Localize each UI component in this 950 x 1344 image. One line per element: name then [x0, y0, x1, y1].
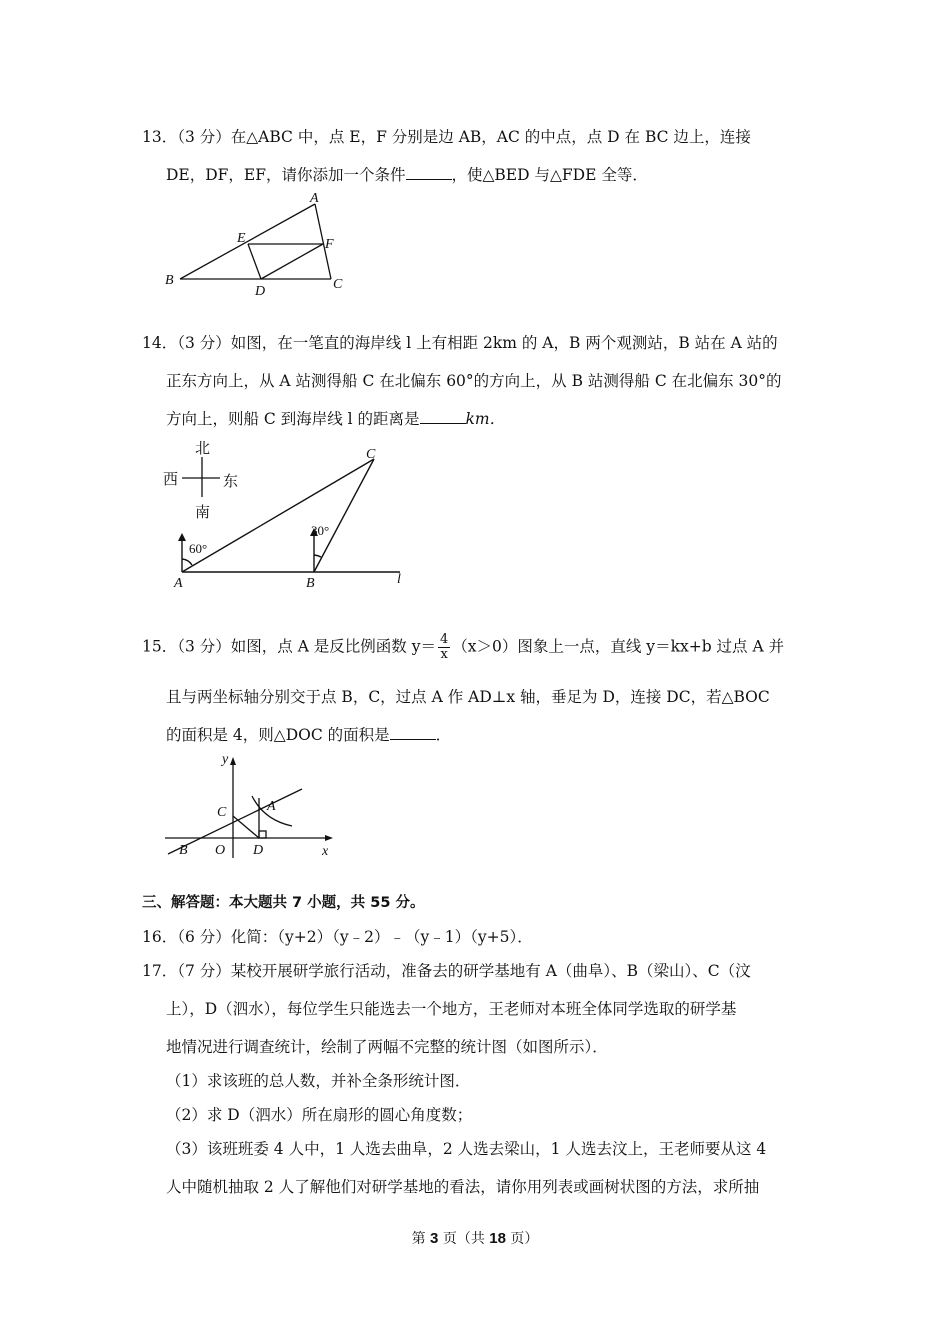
q15-line3: [166, 725, 451, 745]
footer-page-number: 3: [430, 1230, 439, 1247]
compass: [182, 457, 220, 497]
q15-right-angle-mark: [259, 831, 266, 838]
footer-mid: 页（共: [438, 1231, 490, 1247]
q15-label-B: B: [179, 843, 188, 858]
q17-line1: 17．（7 分）某校开展研学旅行活动，准备去的研学基地有 A（曲阜）、B（梁山）、C（汶: [142, 962, 751, 980]
q15-label-C: C: [217, 805, 227, 820]
q15-label-y: y: [222, 752, 229, 767]
q13-segment-FD: [261, 244, 323, 279]
q13-answer-blank: [406, 165, 452, 180]
q15-label-D: D: [253, 843, 264, 858]
q15-segment-CD: [233, 816, 259, 838]
q14-angle-arc-A: [182, 559, 192, 565]
q15-y-arrow: [230, 757, 236, 765]
q17-sub3a: （3）该班班委 4 人中，1 人选去曲阜，2 人选去梁山，1 人选去汶上，王老师要从这 4: [166, 1140, 767, 1158]
q15-label-O: O: [215, 843, 226, 858]
q15-coordinate-figure: [160, 750, 350, 865]
q13-line2-end: ，使△BED 与△FDE 全等．: [451, 166, 648, 184]
q13-segment-BA: [180, 204, 315, 279]
footer-pre: 第: [411, 1231, 431, 1247]
q17-sub1: （1）求该班的总人数，并补全条形统计图．: [166, 1072, 471, 1090]
q15-line1: [142, 633, 784, 662]
q15-label-x: x: [322, 844, 329, 859]
footer-total-pages: 18: [489, 1230, 506, 1247]
q14-line2: 正东方向上，从 A 站测得船 C 在北偏东 60°的方向上，从 B 站测得船 C 在北偏东 30°的: [166, 372, 782, 390]
q17-sub2: （2）求 D（泗水）所在扇形的圆心角度数；: [166, 1106, 473, 1124]
q15-frac-num: 4: [440, 632, 449, 647]
q14-arrowhead-A: [178, 533, 186, 541]
q13-triangle-figure: [160, 190, 360, 300]
compass-west: 西: [163, 472, 179, 488]
q14-label-l: l: [397, 572, 401, 587]
q13-line1: 13．（3 分）在△ABC 中，点 E，F 分别是边 AB，AC 的中点，点 D 在 BC 边上，连接: [142, 128, 751, 146]
q15-answer-blank: [390, 725, 436, 740]
q14-coastline-figure: [160, 435, 420, 595]
q13-label-B: B: [165, 273, 174, 288]
q14-label-C: C: [366, 447, 376, 462]
q13-label-E: E: [237, 231, 246, 246]
compass-south: 南: [195, 505, 211, 521]
q13-label-F: F: [325, 237, 334, 252]
q15-label-A: A: [267, 799, 276, 814]
footer-post: 页）: [505, 1231, 539, 1247]
q17-line3: 地情况进行调查统计，绘制了两幅不完整的统计图（如图所示）．: [166, 1038, 608, 1056]
q15-line1-text: 15．（3 分）如图，点 A 是反比例函数 y＝: [142, 637, 436, 656]
q13-line2: [166, 165, 648, 185]
q14-angle-arc-B: [314, 555, 321, 557]
q14-line3: [166, 409, 505, 429]
q15-line1-rest: （x＞0）图象上一点，直线 y＝kx+b 过点 A 并: [452, 637, 785, 656]
q15-line-BA: [168, 789, 302, 854]
q14-segment-AC: [182, 459, 374, 572]
q14-line3-text: 方向上，则船 C 到海岸线 l 的距离是: [166, 410, 420, 428]
q15-fraction: [438, 633, 450, 662]
q15-line3-text: 的面积是 4，则△DOC 的面积是: [166, 726, 390, 744]
q14-answer-blank: [420, 409, 466, 424]
q14-label-B: B: [306, 576, 315, 591]
q17-line2: 上），D（泗水），每位学生只能选去一个地方，王老师对本班全体同学选取的研学基: [166, 1000, 737, 1018]
q13-segment-ED: [248, 244, 261, 279]
section3-heading: 三、解答题：本大题共 7 小题，共 55 分。: [142, 895, 425, 911]
page-footer: [0, 1228, 950, 1248]
q15-line2: 且与两坐标轴分别交于点 B，C，过点 A 作 AD⊥x 轴，垂足为 D，连接 DC，若△BOC: [166, 688, 770, 706]
q14-line1: 14．（3 分）如图，在一笔直的海岸线 l 上有相距 2km 的 A，B 两个观测站，B 站在 A 站的: [142, 334, 778, 352]
q13-label-C: C: [333, 277, 343, 292]
q15-x-arrow: [325, 835, 333, 841]
q13-label-D: D: [255, 284, 266, 299]
compass-north: 北: [195, 441, 211, 457]
q13-line2-text: DE，DF，EF，请你添加一个条件: [166, 166, 406, 184]
q14-angle-B: 30°: [311, 523, 330, 538]
q13-label-A: A: [310, 191, 319, 206]
q15-line3-end: ．: [435, 726, 452, 744]
compass-east: 东: [223, 474, 239, 490]
q17-sub3b: 人中随机抽取 2 人了解他们对研学基地的看法，请你用列表或画树状图的方法，求所抽: [166, 1178, 760, 1196]
q15-frac-den: x: [440, 647, 448, 662]
q14-label-A: A: [174, 576, 183, 591]
q14-unit: km．: [465, 410, 506, 428]
q14-angle-A: 60°: [189, 541, 208, 556]
q16-line: 16．（6 分）化简：（y+2）（y﹣2）﹣（y﹣1）（y+5）．: [142, 928, 533, 946]
